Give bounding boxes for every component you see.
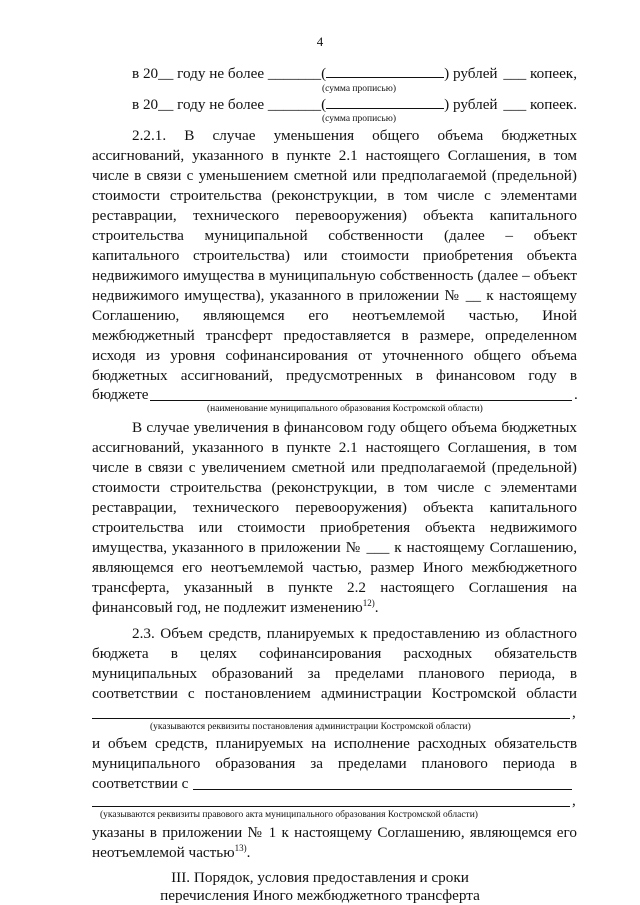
amount-words-blank [326, 95, 444, 109]
increase-line: В случае увеличения в финансовом году общего объема бюджетных [132, 419, 577, 436]
p23c-line-last: неотъемлемой частью$^{13)}$. [92, 842, 251, 861]
p221-line: стоимости строительства (реконструкции, в том числе с элементами [92, 187, 577, 204]
increase-line: имущества, указанного в приложении № ___ к настоящему Соглашению, [92, 539, 577, 556]
p23c-line: указаны в приложении № 1 к настоящему Соглашению, являющемся его [92, 824, 577, 841]
caption-municipality: (наименование муниципального образования Костромской области) [207, 404, 483, 414]
p23-line: соответствии с постановлением администрации Костромской области [92, 685, 577, 702]
increase-line: стоимости строительства (реконструкции, в том числе с элементами [92, 479, 577, 496]
p221-line: капитального строительства) или стоимости приобретения объекта [92, 247, 577, 264]
caption-act: (указываются реквизиты правового акта муниципального образования Костромской области) [100, 810, 478, 820]
p221-line: 2.2.1. В случае уменьшения общего объема бюджетных [132, 127, 577, 144]
amount-words-blank [326, 64, 444, 78]
admin-decree-blank [92, 718, 570, 719]
p221-line: Соглашению, являющемся его неотъемлемой частью, Иной [92, 307, 577, 324]
p23b-line: муниципального образования за пределами планового периода в [92, 755, 577, 772]
section-title-line-2: перечисления Иного межбюджетного трансферта [160, 887, 480, 904]
p221-line: межбюджетный трансферт предоставляется в размере, определенном [92, 327, 577, 344]
p221-line: недвижимого имущества в муниципальную собственность (далее – объект [92, 267, 577, 284]
page-number: 4 [316, 34, 324, 49]
amount-line-1: в 20__ году не более _______( ) рублей [132, 65, 498, 82]
p23-line: муниципальных образований за пределами планового периода, в [92, 665, 577, 682]
act-comma: , [572, 792, 576, 809]
p23b-line: соответствии с [92, 775, 189, 792]
budget-word: бюджете [92, 386, 149, 403]
kopeks-1: ___ копеек, [503, 65, 577, 82]
legal-act-blank-1 [193, 789, 572, 790]
caption-sum-1: (сумма прописью) [322, 84, 396, 94]
municipality-blank [150, 400, 572, 401]
p23-line: 2.3. Объем средств, планируемых к предоставлению из областного [132, 625, 577, 642]
caption-admin: (указываются реквизиты постановления администрации Костромской области) [150, 722, 471, 732]
admin-comma: , [572, 704, 576, 721]
p221-line: ассигнований, указанного в пункте 2.1 настоящего Соглашения, в том [92, 147, 577, 164]
p221-line: строительства муниципальной собственности (далее – объект [92, 227, 577, 244]
p221-line: числе в связи с уменьшением сметной или предполагаемой (предельной) [92, 167, 577, 184]
kopeks-2: ___ копеек. [503, 96, 577, 113]
legal-act-blank-2 [92, 806, 570, 807]
caption-sum-2: (сумма прописью) [322, 114, 396, 124]
p221-line: недвижимого имущества), указанного в приложении № __ к настоящему [92, 287, 577, 304]
section-title-line-1: III. Порядок, условия предоставления и сроки [171, 869, 469, 886]
footnote-12: 12) [362, 597, 375, 608]
increase-line: являющемся его неотъемлемой частью, размер Иного межбюджетного [92, 559, 577, 576]
p23b-line: и объем средств, планируемых на исполнение расходных обязательств [92, 735, 577, 752]
increase-line: реставрации, технического перевооружения) объекта капитального [92, 499, 577, 516]
increase-line: ассигнований, указанного в пункте 2.1 настоящего Соглашения, в том [92, 439, 577, 456]
p221-line: бюджетных ассигнований, предусмотренных в финансовом году в [92, 367, 577, 384]
increase-line: числе в связи с увеличением сметной или предполагаемой (предельной) [92, 459, 577, 476]
increase-line-last: финансовый год, не подлежит изменению$^{12)}$. [92, 597, 379, 616]
increase-line: трансферта, указанный в пункте 2.2 настоящего Соглашения на [92, 579, 577, 596]
p221-line: реставрации, технического перевооружения) объекта капитального [92, 207, 577, 224]
footnote-13: 13) [234, 842, 247, 853]
p23-line: бюджета в целях софинансирования расходных обязательств [92, 645, 577, 662]
p221-line: исходя из уровня софинансирования от уточненного общего объема [92, 347, 577, 364]
increase-line: строительства или стоимости приобретения объекта недвижимого [92, 519, 577, 536]
budget-period: . [574, 386, 578, 403]
amount-line-2: в 20__ году не более _______( ) рублей [132, 96, 498, 113]
